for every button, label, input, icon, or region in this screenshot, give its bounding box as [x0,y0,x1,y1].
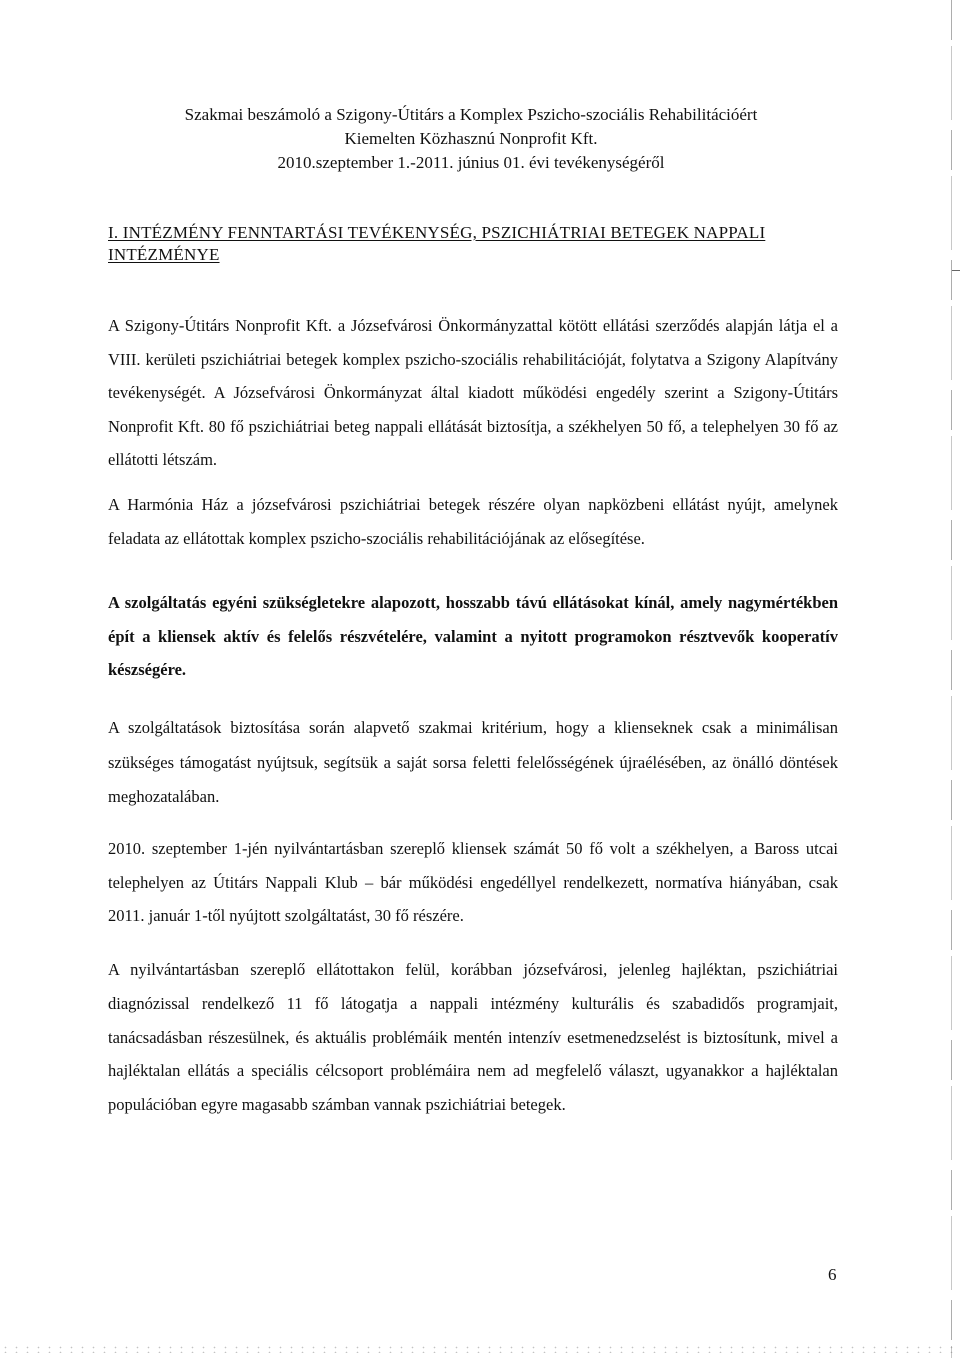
paragraph-6: A nyilvántartásban szereplő ellátottakon felül, korábban józsefvárosi, jelenleg hajléktan, pszichiátriai diagnózissal rendelkező 11 fő látogatja a nappali intézmény kulturális és szabadidős programjait, tanácsadásban részesülnek, és aktuális problémáik mentén intenzív esetmenedzselést is biztosítunk, mivel a hajléktalan ellátás a speciális célcsoport problémáira nem ad megfelelő választ, ugyanakkor a hajléktalan populációban egyre magasabb számban vannak pszichiátriai betegek. [108,960,838,1115]
scan-bottom-noise [0,1345,960,1353]
paragraph-2: A Harmónia Ház a józsefvárosi pszichiátriai betegek részére olyan napközbeni ellátást nyújt, amelynek feladata az ellátottak komplex pszicho-szociális rehabilitációjának az elősegítése. [108,495,838,548]
scan-margin-line [951,0,952,1358]
header-line-2: Kiemelten Közhasznú Nonprofit Kft. [344,129,598,148]
scan-margin-tick [952,270,960,271]
header-line-3: 2010.szeptember 1.-2011. június 01. évi tevékenységéről [277,153,665,172]
page-number: 6 [828,1265,837,1284]
paragraph-5: 2010. szeptember 1-jén nyilvántartásban szereplő kliensek számát 50 fő volt a székhelyen, a Baross utcai telephelyen az Útitárs Nappali Klub – bár működési engedéllyel rendelkezett, normatíva hiányában, csak 2011. január 1-től nyújtott szolgáltatást, 30 fő részére. [108,839,838,925]
document-body [108,309,838,1163]
paragraph-1: A Szigony-Útitárs Nonprofit Kft. a Józsefvárosi Önkormányzattal kötött ellátási szerződés alapján látja el a VIII. kerületi pszichiátriai betegek komplex pszicho-szociális rehabilitációját, folytatva a Szigony Alapítvány tevékenységét. A Józsefvárosi Önkormányzat által kiadott működési engedély szerint a Szigony-Útitárs Nonprofit Kft. 80 fő pszichiátriai beteg nappali ellátását biztosítja, a székhelyen 50 fő, a telephelyen 30 fő az ellátotti létszám. [108,316,838,470]
paragraph-4: A szolgáltatások biztosítása során alapvető szakmai kritérium, hogy a klienseknek csak a minimálisan szükséges támogatást nyújtsuk, segítsük a saját sorsa feletti felelősségének újraélésében, az önálló döntések meghozatalában. [108,718,838,806]
section-title: I. INTÉZMÉNY FENNTARTÁSI TEVÉKENYSÉG, PSZICHIÁTRIAI BETEGEK NAPPALI INTÉZMÉNYE [108,223,766,264]
header-line-1: Szakmai beszámoló a Szigony-Útitárs a Komplex Pszicho-szociális Rehabilitációért [184,105,758,124]
document-header [100,103,842,175]
paragraph-3-bold: A szolgáltatás egyéni szükségletekre alapozott, hosszabb távú ellátásokat kínál, amely nagymértékben épít a kliensek aktív és felelős részvételére, valamint a nyitott programokon résztvevők kooperatív készségére. [108,593,838,680]
